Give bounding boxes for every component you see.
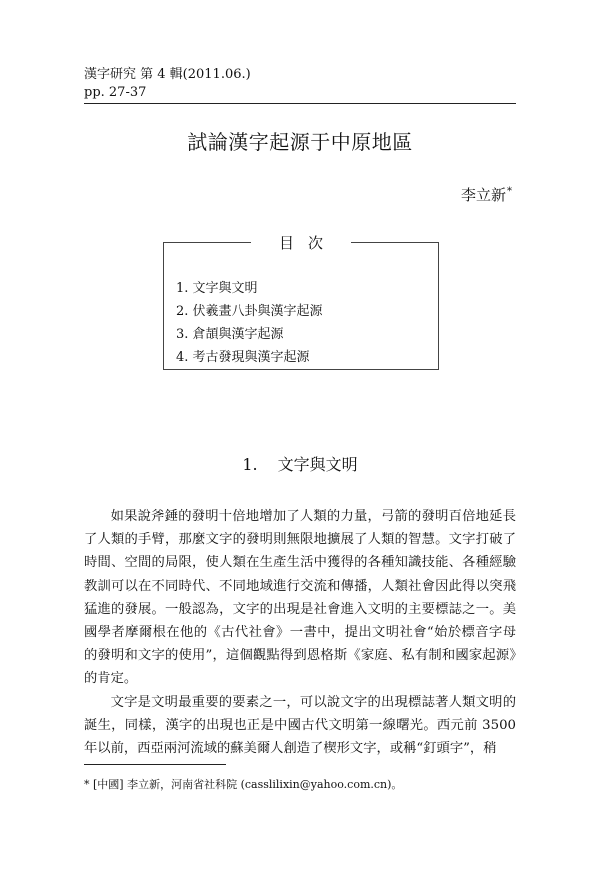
author — [461, 184, 512, 205]
toc-item: 1. 文字與文明 — [176, 281, 258, 296]
section-heading — [0, 452, 600, 475]
page-range: pp. 27-37 — [84, 85, 147, 100]
author-name: 李立新 — [460, 186, 506, 204]
body-text — [84, 505, 516, 760]
journal-info — [84, 66, 251, 102]
article-title: 試論漢字起源于中原地區 — [187, 130, 413, 154]
section-title: 文字與文明 — [277, 455, 358, 474]
author-footnote-mark: * — [507, 186, 512, 197]
paragraph: 文字是文明最重要的要素之一，可以說文字的出現標誌著人類文明的誕生，同樣，漢字的出現也正是中國古代文明第一線曙光。西元前 3500 年以前，西亞兩河流域的蘇美爾人創造了楔形文字，或稱“釘頭字”，稍 — [84, 694, 516, 757]
footnote: * [中國] 李立新，河南省社科院 (casslilixin@yahoo.com.cn)。 — [84, 778, 403, 791]
toc-title: 目次 — [251, 234, 351, 252]
footnote-rule — [84, 764, 226, 765]
toc-list — [176, 277, 323, 369]
header-rule — [84, 103, 516, 104]
toc-item: 2. 伏羲畫八卦與漢字起源 — [176, 304, 323, 319]
section-number: 1. — [242, 455, 258, 474]
toc-item: 4. 考古發現與漢字起源 — [176, 350, 310, 365]
table-of-contents — [163, 234, 439, 370]
journal-issue: 漢字研究 第 4 輯(2011.06.) — [84, 67, 251, 82]
paragraph: 如果說斧錘的發明十倍地增加了人類的力量，弓箭的發明百倍地延長了人類的手臂，那麼文字的發明則無限地擴展了人類的智慧。文字打破了時間、空間的局限，使人類在生產生活中獲得的各種知識技能、各種經驗教訓可以在不同時代、不同地域進行交流和傳播，人類社會因此得以突飛猛進的發展。一般認為，文字的出現是社會進入文明的主要標誌之一。美國學者摩爾根在他的《古代社會》一書中，提出文明社會“始於標音字母的發明和文字的使用”，這個觀點得到恩格斯《家庭、私有制和國家起源》的肯定。 — [84, 509, 516, 687]
toc-item: 3. 倉頡與漢字起源 — [176, 327, 284, 342]
